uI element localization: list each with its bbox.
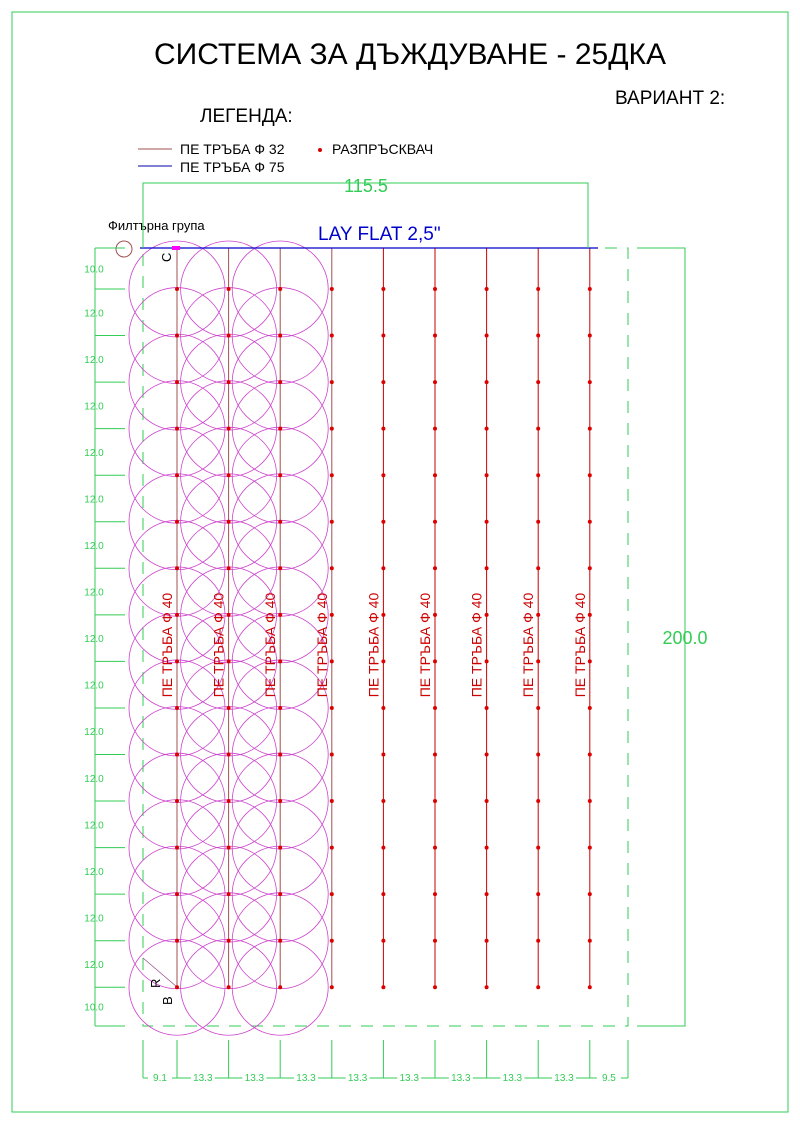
row-dimension-label: 12.0 (84, 820, 104, 832)
sprinkler-icon (175, 287, 179, 291)
lateral-label: ПЕ ТРЪБА Ф 40 (417, 592, 433, 698)
sprinkler-icon (536, 985, 540, 989)
row-dimension-label: 12.0 (84, 401, 104, 413)
legend (138, 141, 433, 175)
sprinkler-icon (433, 985, 437, 989)
sprinkler-icon (485, 613, 489, 617)
sprinkler-icon (536, 706, 540, 710)
sprinkler-icon (227, 892, 231, 896)
sprinkler-icon (485, 753, 489, 757)
row-dimension-label: 12.0 (84, 447, 104, 459)
sprinkler-icon (588, 659, 592, 663)
sprinkler-icon (536, 799, 540, 803)
sprinkler-icon (278, 753, 282, 757)
row-dimension-label: 12.0 (84, 680, 104, 692)
sprinkler-icon (588, 753, 592, 757)
sprinkler-icon (381, 613, 385, 617)
row-dimension-label: 12.0 (84, 634, 104, 646)
row-dimension-label: 12.0 (84, 308, 104, 320)
sprinkler-icon (485, 520, 489, 524)
sprinkler-icon (381, 985, 385, 989)
sprinkler-icon (381, 520, 385, 524)
lateral-label: ПЕ ТРЪБА Ф 40 (571, 592, 588, 698)
legend-sprinkler-icon (318, 148, 322, 152)
column-dimension-label: 13.3 (193, 1073, 213, 1084)
sprinkler-icon (227, 799, 231, 803)
sprinkler-icon (433, 613, 437, 617)
sprinkler-icon (536, 473, 540, 477)
sprinkler-icon (433, 846, 437, 850)
drawing-title: СИСТЕМА ЗА ДЪЖДУВАНЕ - 25ДКА (153, 38, 667, 71)
sprinkler-icon (175, 566, 179, 570)
column-dimension-label: 13.3 (399, 1073, 419, 1084)
sprinkler-icon (330, 287, 334, 291)
sprinkler-icon (536, 520, 540, 524)
lateral-label: ПЕ ТРЪБА Ф 40 (210, 592, 227, 698)
sprinkler-icon (175, 985, 179, 989)
sprinkler-icon (381, 473, 385, 477)
sprinkler-icon (175, 427, 179, 431)
sprinkler-icon (485, 846, 489, 850)
sprinkler-icon (536, 334, 540, 338)
sprinkler-icon (433, 753, 437, 757)
row-dimension-label: 12.0 (84, 866, 104, 878)
sprinkler-icon (381, 287, 385, 291)
sprinkler-icon (433, 334, 437, 338)
sprinkler-icon (381, 939, 385, 943)
sprinkler-icon (588, 706, 592, 710)
sprinkler-icon (227, 985, 231, 989)
sprinkler-icon (227, 613, 231, 617)
sprinkler-icon (485, 706, 489, 710)
sprinkler-icon (227, 706, 231, 710)
sprinkler-icon (278, 706, 282, 710)
sprinkler-icon (278, 892, 282, 896)
sprinkler-icon (536, 939, 540, 943)
legend-pipe75-label: ПЕ ТРЪБА Ф 75 (180, 159, 285, 175)
variant-label: ВАРИАНТ 2: (615, 88, 726, 109)
filter-group-icon (116, 241, 132, 257)
sprinkler-icon (433, 566, 437, 570)
sprinkler-icon (330, 985, 334, 989)
row-dimension-label: 12.0 (84, 494, 104, 506)
sprinkler-icon (278, 520, 282, 524)
sprinkler-icon (433, 799, 437, 803)
sprinkler-icon (278, 334, 282, 338)
sprinkler-icon (227, 566, 231, 570)
sprinkler-icon (175, 613, 179, 617)
drawing-border (12, 12, 788, 1112)
sprinkler-icon (381, 846, 385, 850)
lateral-label: ПЕ ТРЪБА Ф 40 (365, 592, 382, 698)
column-dimension-label: 13.3 (554, 1073, 574, 1084)
sprinkler-icon (588, 334, 592, 338)
lateral-label: ПЕ ТРЪБА Ф 40 (313, 592, 330, 698)
sprinkler-icon (227, 753, 231, 757)
sprinkler-icon (536, 753, 540, 757)
column-dimension-label: 13.3 (451, 1073, 471, 1084)
sprinkler-icon (330, 753, 334, 757)
sprinkler-icon (330, 613, 334, 617)
sprinkler-icon (278, 659, 282, 663)
sprinkler-icon (330, 939, 334, 943)
sprinkler-icon (536, 846, 540, 850)
sprinkler-icon (278, 846, 282, 850)
sprinkler-icon (485, 427, 489, 431)
sprinkler-icon (381, 380, 385, 384)
sprinkler-icon (278, 613, 282, 617)
column-dimension-label: 9.1 (153, 1073, 167, 1084)
sprinkler-icon (588, 799, 592, 803)
sprinkler-icon (330, 846, 334, 850)
row-dimension-label: 12.0 (84, 959, 104, 971)
sprinkler-icon (330, 520, 334, 524)
sprinkler-icon (588, 613, 592, 617)
sprinkler-icon (485, 334, 489, 338)
sprinkler-icon (381, 892, 385, 896)
sprinkler-icon (278, 939, 282, 943)
sprinkler-icon (175, 520, 179, 524)
sprinkler-icon (381, 334, 385, 338)
lateral-label: ПЕ ТРЪБА Ф 40 (468, 592, 485, 698)
sprinkler-icon (433, 520, 437, 524)
sprinkler-icon (485, 287, 489, 291)
sprinkler-icon (433, 892, 437, 896)
sprinkler-icon (227, 939, 231, 943)
lateral-label: ПЕ ТРЪБА Ф 40 (262, 592, 279, 698)
row-dimension-label: 12.0 (84, 727, 104, 739)
sprinkler-icon (536, 566, 540, 570)
column-dimension-label: 13.3 (502, 1073, 523, 1084)
sprinkler-icon (536, 380, 540, 384)
sprinkler-icon (330, 892, 334, 896)
sprinkler-icon (227, 659, 231, 663)
sprinkler-icon (433, 427, 437, 431)
sprinkler-icon (536, 287, 540, 291)
valve-marker (172, 246, 180, 250)
sprinkler-icon (588, 473, 592, 477)
sprinkler-icon (485, 380, 489, 384)
sprinkler-icon (278, 473, 282, 477)
row-dimension-label: 12.0 (84, 354, 104, 366)
sprinkler-icon (175, 659, 179, 663)
sprinkler-icon (175, 380, 179, 384)
sprinkler-icon (175, 799, 179, 803)
row-dimension-label: 10.0 (84, 264, 104, 276)
sprinkler-icon (485, 659, 489, 663)
sprinkler-icon (227, 520, 231, 524)
width-dimension: 115.5 (344, 176, 388, 196)
main-line-label: LAY FLAT 2,5" (318, 224, 441, 245)
sprinkler-icon (485, 566, 489, 570)
sprinkler-icon (381, 566, 385, 570)
sprinkler-icon (433, 706, 437, 710)
row-dimension-label: 10.0 (84, 1002, 104, 1014)
sprinkler-icon (588, 380, 592, 384)
sprinkler-icon (381, 799, 385, 803)
sprinkler-icon (485, 939, 489, 943)
sprinkler-icon (485, 799, 489, 803)
sprinkler-icon (588, 427, 592, 431)
sprinkler-icon (381, 659, 385, 663)
height-dimension: 200.0 (662, 628, 708, 648)
sprinkler-icon (330, 659, 334, 663)
sprinkler-icon (588, 939, 592, 943)
legend-heading: ЛЕГЕНДА: (200, 106, 293, 127)
legend-sprinkler-label: РАЗПРЪСКВАЧ (332, 141, 434, 157)
sprinkler-icon (433, 939, 437, 943)
sprinkler-icon (175, 846, 179, 850)
sprinkler-icon (175, 939, 179, 943)
row-dimension-label: 12.0 (84, 541, 104, 553)
sprinkler-icon (330, 706, 334, 710)
sprinkler-icon (330, 380, 334, 384)
sprinkler-icon (330, 427, 334, 431)
sprinkler-icon (330, 799, 334, 803)
sprinkler-icon (536, 659, 540, 663)
sprinkler-icon (227, 380, 231, 384)
lateral-label: ПЕ ТРЪБА Ф 40 (159, 592, 175, 698)
sprinkler-icon (227, 473, 231, 477)
column-dimension-label: 13.3 (296, 1073, 316, 1084)
sprinkler-icon (227, 287, 231, 291)
sprinkler-icon (175, 892, 179, 896)
sprinkler-icon (330, 473, 334, 477)
sprinkler-icon (330, 566, 334, 570)
row-dimension-label: 12.0 (84, 913, 104, 925)
sprinkler-icon (433, 380, 437, 384)
radius-r-label: R (148, 978, 163, 988)
sprinkler-icon (278, 380, 282, 384)
sprinkler-icon (227, 334, 231, 338)
sprinkler-icon (227, 846, 231, 850)
sprinkler-icon (485, 473, 489, 477)
sprinkler-icon (278, 799, 282, 803)
sprinkler-icon (433, 473, 437, 477)
sprinkler-icon (175, 753, 179, 757)
sprinkler-icon (278, 287, 282, 291)
lateral-label: ПЕ ТРЪБА Ф 40 (520, 592, 537, 698)
sprinkler-icon (381, 753, 385, 757)
sprinkler-icon (175, 473, 179, 477)
sprinkler-icon (485, 985, 489, 989)
sprinkler-icon (381, 427, 385, 431)
column-dimension-label: 9.5 (601, 1073, 616, 1084)
sprinkler-icon (536, 427, 540, 431)
sprinkler-icon (536, 613, 540, 617)
row-dimension-label: 12.0 (84, 587, 104, 599)
sprinkler-icon (175, 706, 179, 710)
sprinkler-icon (588, 520, 592, 524)
sprinkler-icon (278, 985, 282, 989)
sprinkler-icon (588, 892, 592, 896)
sprinkler-icon (536, 892, 540, 896)
sprinkler-icon (588, 566, 592, 570)
sprinkler-icon (278, 427, 282, 431)
sprinkler-icon (433, 287, 437, 291)
sprinkler-icon (588, 287, 592, 291)
legend-pipe32-label: ПЕ ТРЪБА Ф 32 (180, 141, 285, 157)
sprinkler-icon (330, 334, 334, 338)
sprinkler-icon (588, 846, 592, 850)
point-c-label: C (159, 252, 174, 262)
sprinkler-icon (485, 892, 489, 896)
column-dimension-label: 13.3 (347, 1073, 368, 1084)
row-dimension-label: 12.0 (84, 773, 104, 785)
sprinkler-icon (278, 566, 282, 570)
sprinkler-icon (175, 334, 179, 338)
filter-group-label: Филтърна група (108, 218, 205, 233)
sprinkler-icon (433, 659, 437, 663)
sprinkler-icon (227, 427, 231, 431)
column-dimension-label: 13.3 (244, 1073, 265, 1084)
sprinkler-icon (381, 706, 385, 710)
point-b-label: B (160, 996, 175, 1005)
sprinkler-icon (588, 985, 592, 989)
